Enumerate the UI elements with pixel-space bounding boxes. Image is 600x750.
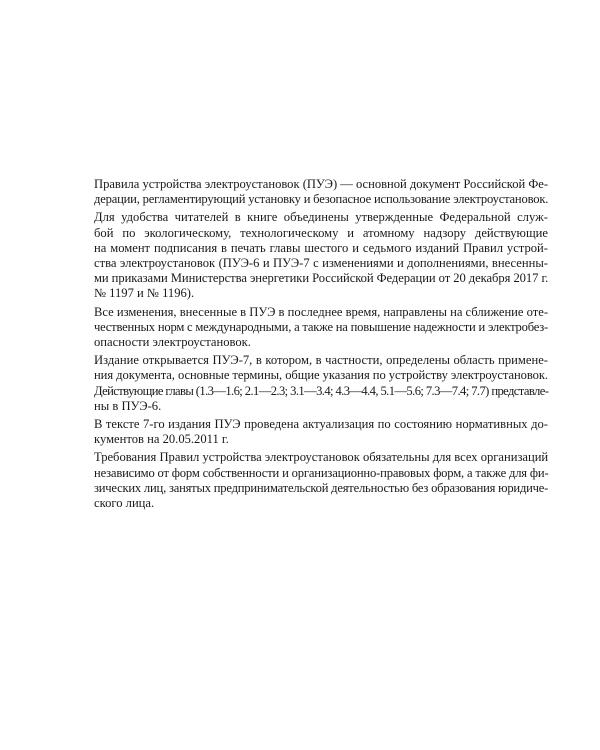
text-line: ны в ПУЭ-6.: [94, 398, 162, 413]
text-line: Правила устройства электроустановок (ПУЭ) — основной документ Российской Фе-: [94, 177, 548, 191]
text-line: № 1197 и № 1196).: [94, 286, 195, 301]
paragraph-update: [78, 417, 548, 447]
paragraph-edition: [78, 353, 548, 414]
text-line: В тексте 7-го издания ПУЭ проведена актуализация по состоянию нормативных до-: [94, 417, 548, 432]
text-line: чественных норм с международными, а также на повышение надежности и электробез-: [94, 319, 548, 334]
text-line: Издание открывается ПУЭ-7, в котором, в частности, определены область примене-: [94, 353, 548, 368]
paragraph-intro: [78, 177, 548, 207]
text-line: бой по экологическому, технологическому и атомному надзору действующие: [94, 225, 548, 240]
paragraph-contents: [78, 210, 548, 301]
text-line: Требования Правил устройства электроустановок обязательны для всех организаций: [94, 450, 549, 465]
text-line: на момент подписания в печать главы шестого и седьмого изданий Правил устрой-: [94, 240, 548, 255]
text-line: ния документа, основные термины, общие указания по устройству электроустановок.: [94, 368, 548, 383]
text-line: опасности электроустановок.: [94, 335, 251, 350]
text-line: зических лиц, занятых предпринимательской деятельностью без образования юридиче-: [94, 480, 549, 495]
text-line: кументов на 20.05.2011 г.: [94, 432, 229, 447]
text-line: независимо от форм собственности и организационно-правовых форм, а также для фи-: [94, 465, 549, 480]
text-line: ми приказами Министерства энергетики Российской Федерации от 20 декабря 2017 г.: [94, 271, 549, 286]
text-line: Все изменения, внесенные в ПУЭ в последнее время, направлены на сближение оте-: [94, 304, 548, 319]
text-line: ского лица.: [94, 496, 155, 511]
paragraph-requirements: [78, 450, 548, 511]
text-line: ства электроустановок (ПУЭ-6 и ПУЭ-7 с изменениями и дополнениями, внесенны-: [94, 256, 548, 271]
body-text: [78, 177, 548, 514]
text-line: Действующие главы (1.3—1.6; 2.1—2.3; 3.1—3.4; 4.3—4.4, 5.1—5.6; 7.3—7.4; 7.7) представле-: [94, 383, 549, 398]
text-line: дерации, регламентирующий установку и безопасное использование электроустановок.: [94, 192, 549, 207]
paragraph-changes: [78, 305, 548, 351]
text-line: Для удобства читателей в книге объединены утвержденные Федеральной служ-: [94, 210, 548, 225]
